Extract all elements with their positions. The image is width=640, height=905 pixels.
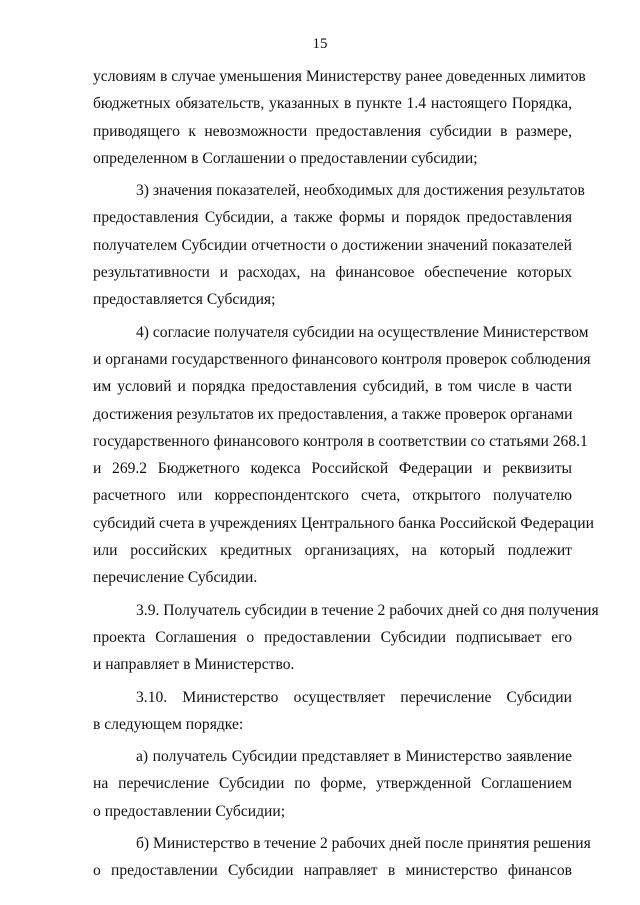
text-line: 3) значения показателей, необходимых для достижения результатов: [136, 182, 585, 200]
text-line: и направляет в Министерство.: [93, 656, 295, 674]
text-line: б) Министерство в течение 2 рабочих дней после принятия решения: [136, 835, 591, 853]
text-line: о предоставлении Субсидии;: [93, 802, 286, 820]
text-line: и органами государственного финансового контроля проверок соблюдения: [93, 350, 591, 368]
text-line: о предоставлении Субсидии направляет в министерство финансов: [93, 862, 572, 880]
text-line: 4) согласие получателя субсидии на осуществление Министерством: [136, 323, 589, 341]
text-line: 3.10. Министерство осуществляет перечисление Субсидии: [136, 688, 572, 706]
text-line: 3.9. Получатель субсидии в течение 2 рабочих дней со дня получения: [136, 601, 599, 619]
page-number: 15: [312, 36, 328, 52]
text-line: получателем Субсидии отчетности о достижении значений показателей: [93, 236, 572, 254]
text-line: им условий и порядка предоставления субсидий, в том числе в части: [93, 378, 572, 396]
text-line: расчетного или корреспондентского счета, открытого получателю: [93, 487, 572, 505]
text-line: а) получатель Субсидии представляет в Министерство заявление: [136, 748, 572, 766]
text-line: условиям в случае уменьшения Министерству ранее доведенных лимитов: [93, 68, 586, 85]
text-line: достижения результатов их предоставления, а также проверок органами: [93, 405, 573, 423]
text-line: предоставляется Субсидия;: [93, 291, 276, 309]
text-line: приводящего к невозможности предоставления субсидии в размере,: [93, 122, 572, 140]
text-line: определенном в Соглашении о предоставлении субсидии;: [93, 149, 478, 167]
text-line: государственного финансового контроля в соответствии со статьями 268.1: [93, 432, 588, 450]
document-body: [93, 63, 599, 885]
text-line: на перечисление Субсидии по форме, утвержденной Соглашением: [93, 775, 572, 793]
text-line: или российских кредитных организациях, на который подлежит: [93, 542, 572, 560]
text-line: и 269.2 Бюджетного кодекса Российской Федерации и реквизиты: [93, 460, 572, 478]
text-line: предоставления Субсидии, а также формы и порядок предоставления: [93, 209, 572, 227]
text-line: бюджетных обязательств, указанных в пункте 1.4 настоящего Порядка,: [93, 95, 572, 113]
text-line: проекта Соглашения о предоставлении Субсидии подписывает его: [93, 628, 572, 646]
text-line: перечисление Субсидии.: [93, 569, 258, 587]
text-line: результативности и расходах, на финансовое обеспечение которых: [93, 264, 572, 282]
text-line: субсидий счета в учреждениях Центрального банка Российской Федерации: [93, 514, 594, 532]
text-line: в следующем порядке:: [93, 715, 244, 733]
